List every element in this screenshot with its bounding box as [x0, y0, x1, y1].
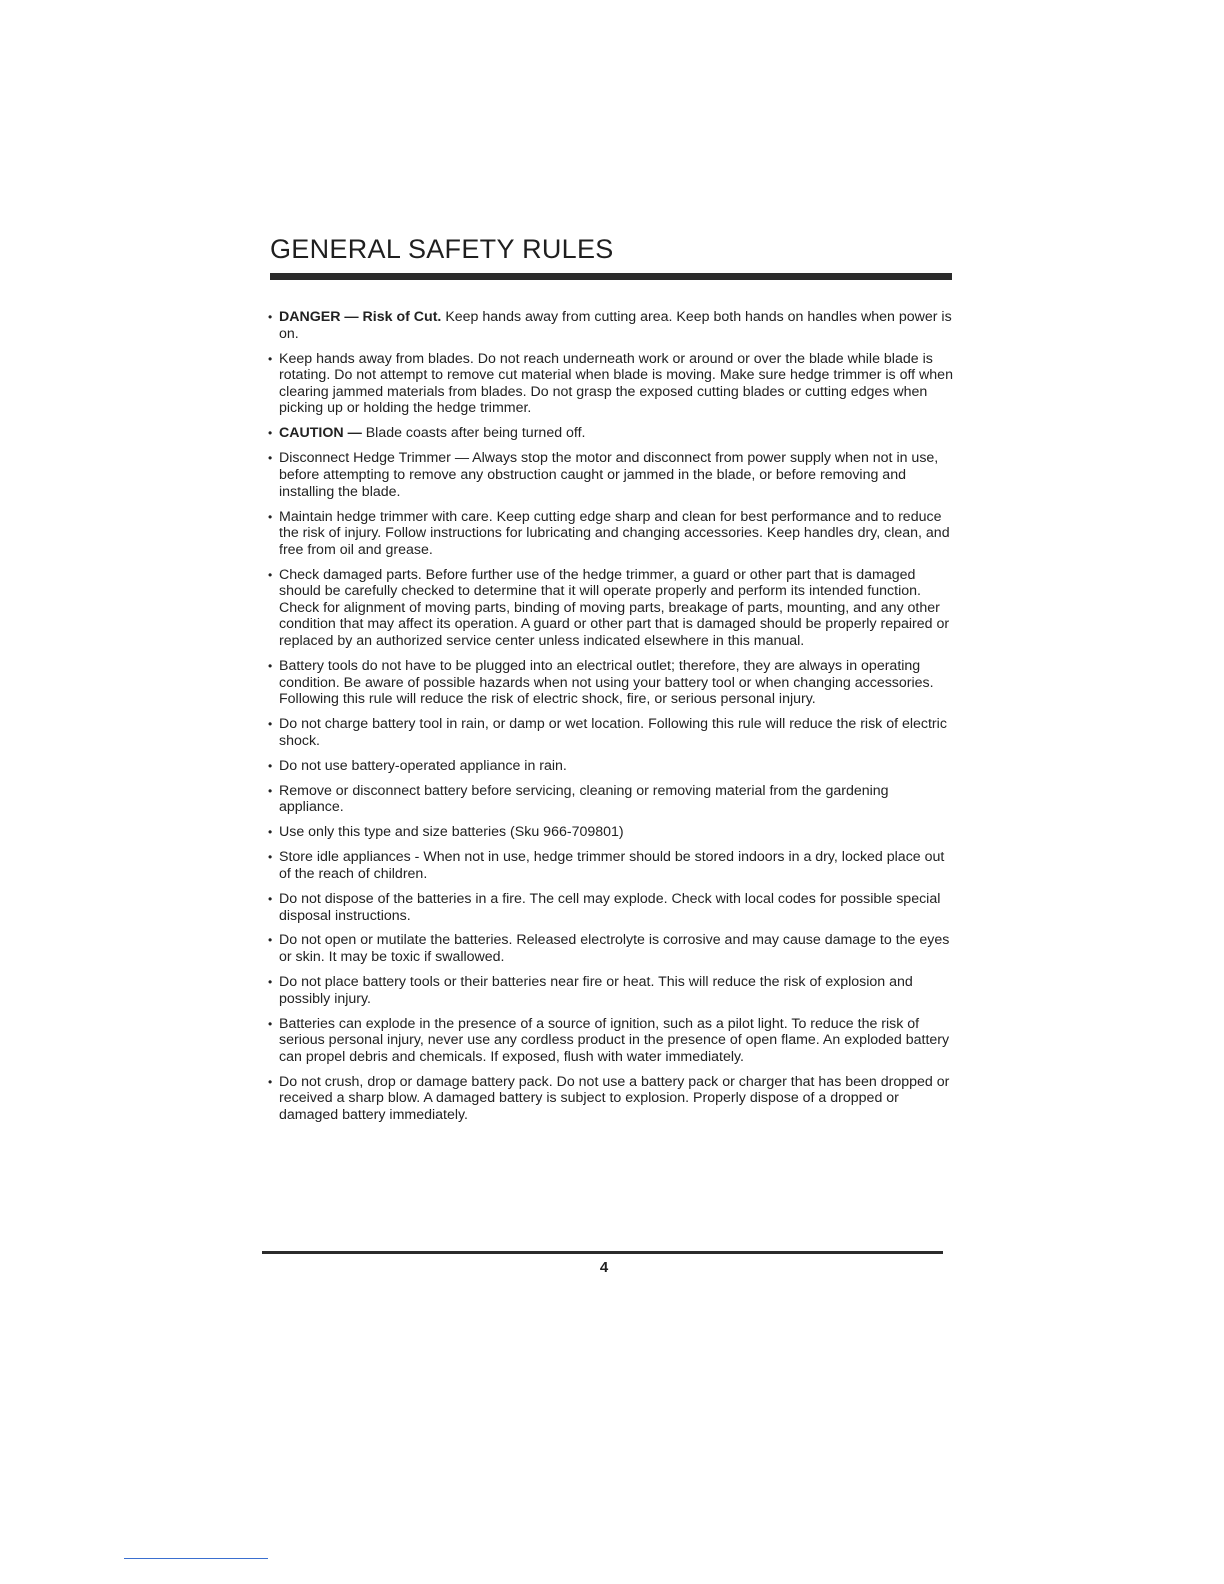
- bullet-icon: •: [268, 1016, 273, 1031]
- page-number: 4: [599, 1259, 609, 1276]
- safety-rules-list: [268, 309, 956, 1132]
- rule-text: Maintain hedge trimmer with care. Keep cutting edge sharp and clean for best performance and to reduce the risk of injury. Follow instructions for lubricating and changing accessories. Keep handles dry, clean, and free from oil and grease.: [279, 508, 950, 558]
- safety-rule-caution-coast: [268, 425, 956, 442]
- rule-text: Do not crush, drop or damage battery pack. Do not use a battery pack or charger that has been dropped or received a sharp blow. A damaged battery is subject to explosion. Properly dispose of a dropped or damaged battery immediately.: [279, 1073, 950, 1123]
- safety-rule-use-rain: [268, 758, 956, 775]
- safety-rule-damaged-parts: [268, 567, 956, 650]
- safety-rule-danger-cut: [268, 309, 956, 342]
- bullet-icon: •: [268, 758, 273, 773]
- safety-rule-explode: [268, 1016, 956, 1066]
- bullet-icon: •: [268, 825, 273, 840]
- bullet-icon: •: [268, 310, 273, 324]
- safety-rule-store-idle: [268, 849, 956, 882]
- bullet-icon: •: [268, 451, 273, 466]
- rule-text: Keep hands away from blades. Do not reach underneath work or around or over the blade while blade is rotating. Do not attempt to remove cut material when blade is moving. Make sure hedge trimmer is off when clearing jammed materials from blades. Do not grasp the exposed cutting blades or cutting edges when picking up or holding the hedge trimmer.: [279, 350, 953, 417]
- rule-text: Battery tools do not have to be plugged into an electrical outlet; therefore, they are always in operating condition. Be aware of possible hazards when not using your battery tool or when changing accessories. Following this rule will reduce the risk of electric shock, fire, or serious personal injury.: [279, 658, 934, 708]
- safety-rule-maintain: [268, 509, 956, 559]
- rule-text: Do not place battery tools or their batteries near fire or heat. This will reduce the risk of explosion and possibly injury.: [279, 974, 913, 1007]
- bullet-icon: •: [268, 426, 273, 441]
- safety-rule-remove-battery: [268, 783, 956, 816]
- page-title: GENERAL SAFETY RULES: [270, 234, 614, 264]
- bullet-icon: •: [268, 850, 273, 865]
- rule-text: Use only this type and size batteries (Sku 966-709801): [279, 824, 624, 841]
- title-divider: [270, 273, 952, 280]
- bullet-icon: •: [268, 975, 273, 990]
- rule-text: Store idle appliances - When not in use, hedge trimmer should be stored indoors in a dry, locked place out of the reach of children.: [279, 849, 945, 882]
- safety-rule-fire-heat: [268, 974, 956, 1007]
- rule-text: Remove or disconnect battery before servicing, cleaning or removing material from the gardening appliance.: [279, 782, 889, 816]
- safety-rule-crush-drop: [268, 1074, 956, 1124]
- safety-rule-charge-rain: [268, 716, 956, 749]
- footnote-separator: [124, 1558, 268, 1559]
- rule-text: Do not charge battery tool in rain, or damp or wet location. Following this rule will reduce the risk of electric shock.: [279, 716, 947, 749]
- bullet-icon: •: [268, 933, 273, 948]
- bullet-icon: •: [268, 891, 273, 906]
- bullet-icon: •: [268, 351, 273, 366]
- rule-lead: CAUTION —: [279, 425, 362, 442]
- bullet-icon: •: [268, 509, 273, 524]
- footer-divider: [262, 1251, 943, 1254]
- safety-rule-battery-type: [268, 824, 956, 841]
- rule-text: Disconnect Hedge Trimmer — Always stop the motor and disconnect from power supply when not in use, before attempting to remove any obstruction caught or jammed in the blade, or before removing and installing the blade.: [279, 450, 939, 500]
- bullet-icon: •: [268, 567, 273, 582]
- rule-text: Blade coasts after being turned off.: [361, 425, 586, 442]
- rule-text: Batteries can explode in the presence of a source of ignition, such as a pilot light. To reduce the risk of serious personal injury, never use any cordless product in the presence of open flame. An exploded battery can propel debris and chemicals. If exposed, flush with water immediately.: [279, 1015, 950, 1065]
- bullet-icon: •: [268, 717, 273, 732]
- safety-rule-blades: [268, 351, 956, 417]
- bullet-icon: •: [268, 783, 273, 798]
- rule-text: Keep hands away from cutting area. Keep both hands on handles when power is on.: [279, 309, 952, 342]
- rule-text: Do not dispose of the batteries in a fire. The cell may explode. Check with local codes for possible special disposal instructions.: [279, 890, 941, 924]
- rule-lead: DANGER — Risk of Cut.: [279, 309, 442, 325]
- safety-rule-mutilate: [268, 932, 956, 965]
- rule-text: Do not use battery-operated appliance in rain.: [279, 757, 567, 774]
- rule-text: Check damaged parts. Before further use of the hedge trimmer, a guard or other part that is damaged should be carefully checked to determine that it will operate properly and perform its intended function. Check for alignment of moving parts, binding of moving parts, breakage of parts, mounting, and any other condition that may affect its operation. A guard or other part that is damaged should be properly repaired or replaced by an authorized service center unless indicated elsewhere in this manual.: [279, 566, 950, 650]
- safety-rule-dispose-fire: [268, 891, 956, 924]
- safety-rule-battery-tools: [268, 658, 956, 708]
- bullet-icon: •: [268, 659, 273, 674]
- rule-text: Do not open or mutilate the batteries. Released electrolyte is corrosive and may cause damage to the eyes or skin. It may be toxic if swallowed.: [279, 932, 950, 966]
- safety-rule-disconnect: [268, 450, 956, 500]
- bullet-icon: •: [268, 1074, 273, 1089]
